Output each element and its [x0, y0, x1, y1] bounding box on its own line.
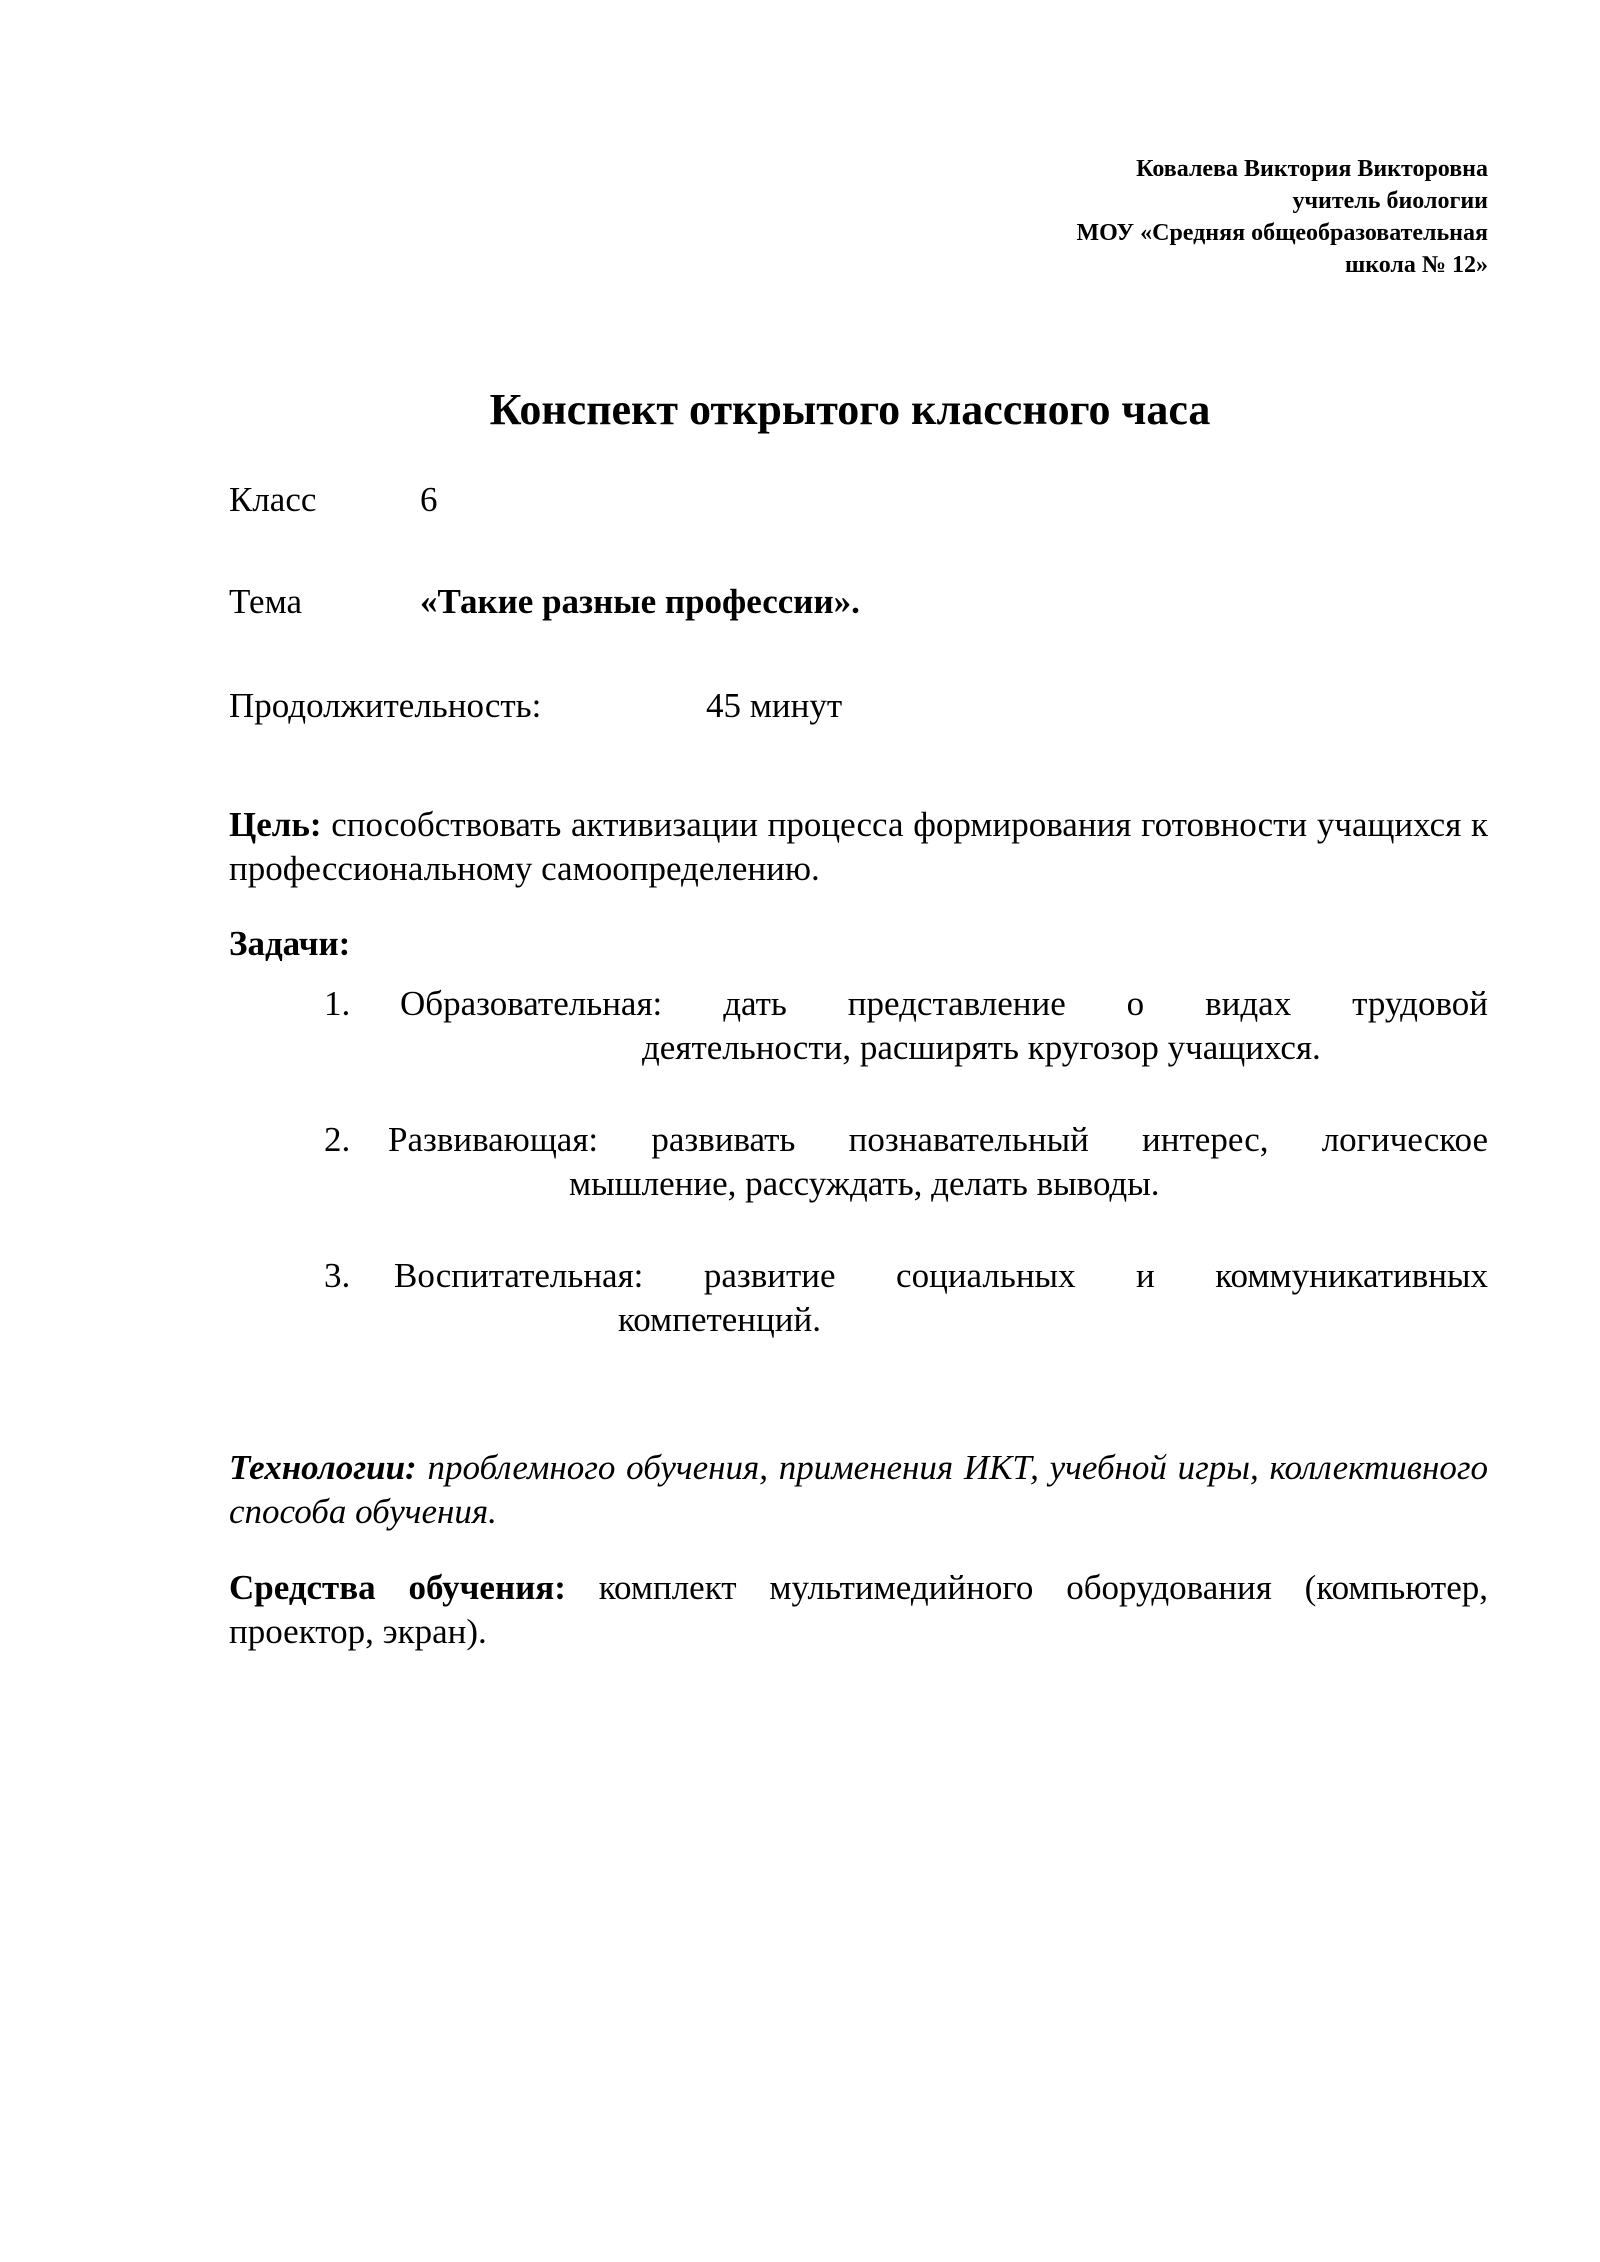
author-school-line1: МОУ «Средняя общеобразовательная: [1076, 220, 1488, 246]
task-number: 1.: [324, 984, 351, 1023]
technologies-text: проблемного обучения, применения ИКТ, учебной игры, коллективного способа обучения.: [229, 1448, 1489, 1531]
technologies-label: Технологии:: [229, 1448, 417, 1487]
class-value: 6: [420, 480, 438, 519]
task-text-line2: мышление, рассуждать, делать выводы.: [569, 1164, 1160, 1203]
goal-text: способствовать активизации процесса формирования готовности учащихся к профессиональному самоопределению.: [229, 805, 1488, 888]
theme-label: Тема: [229, 582, 303, 621]
task-text-line2: деятельности, расширять кругозор учащихся.: [642, 1028, 1321, 1067]
goal-label: Цель:: [229, 805, 322, 844]
author-block: [788, 153, 1488, 281]
task-text-line2: компетенций.: [618, 1300, 821, 1339]
class-label: Класс: [229, 480, 317, 519]
document-title: Конспект открытого классного часа: [489, 385, 1211, 434]
author-position: учитель биологии: [1292, 188, 1488, 214]
author-name: Ковалева Виктория Викторовна: [1136, 156, 1488, 182]
author-school-line2: школа № 12»: [1344, 252, 1488, 278]
task-number: 3.: [324, 1256, 351, 1295]
duration-value: 45 минут: [706, 686, 843, 725]
goal-paragraph: [229, 803, 1488, 891]
tasks-heading: Задачи:: [229, 924, 351, 963]
task-text-line1: Воспитательная: развитие социальных и коммуникативных: [394, 1256, 1488, 1295]
means-text: комплект мультимедийного оборудования (компьютер, проектор, экран).: [229, 1568, 1489, 1651]
duration-label: Продолжительность:: [229, 686, 542, 725]
means-paragraph: [229, 1566, 1488, 1654]
task-number: 2.: [324, 1120, 351, 1159]
theme-value: «Такие разные профессии».: [420, 582, 860, 621]
task-text-line1: Образовательная: дать представление о видах трудовой: [400, 984, 1488, 1023]
task-text-line1: Развивающая: развивать познавательный интерес, логическое: [388, 1120, 1488, 1159]
means-label: Средства обучения:: [229, 1568, 566, 1607]
technologies-paragraph: [229, 1446, 1488, 1534]
